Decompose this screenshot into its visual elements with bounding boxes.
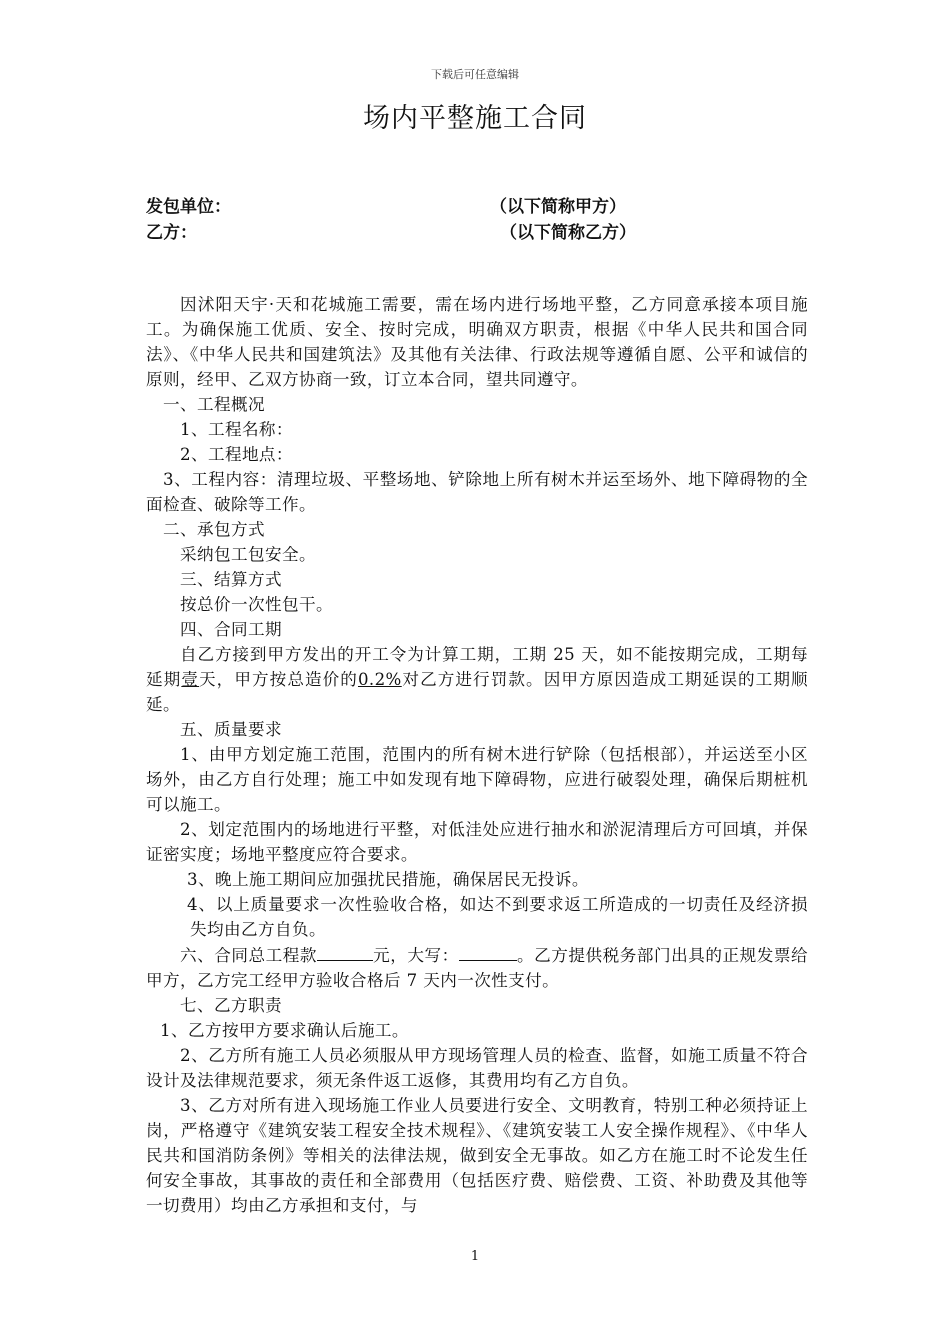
party-a-note: （以下简称甲方） [490, 197, 626, 217]
party-b-label: 乙方： [146, 223, 197, 243]
section-2-text: 采纳包工包安全。 [180, 545, 316, 564]
section-7-item-3: 3、乙方对所有进入现场施工作业人员要进行安全、文明教育，特别工种必须持证上岗，严格遵守《建筑安装工程安全技术规程》、《建筑安装工人安全操作规程》、《中华人民共和国消防条例》等相关的法律法规，做到安全无事故。如乙方在施工时不论发生任何安全事故，其事故的责任和全部费用（包括医疗费、赔偿费、工资、补助费及其他等一切费用）均由乙方承担和支付，与 [146, 1096, 808, 1215]
section-5-item-3: 3、晚上施工期间应加强扰民措施，确保居民无投诉。 [187, 870, 589, 889]
section-6-text [146, 942, 808, 993]
section-1-item-1: 1、工程名称： [180, 420, 293, 439]
contract-body [146, 292, 808, 1218]
delay-days: 壹 [181, 670, 199, 689]
section-5-item-2: 2、划定范围内的场地进行平整，对低洼处应进行抽水和淤泥清理后方可回填，并保证密实度；场地平整度应符合要求。 [146, 820, 808, 864]
section-4-text-b: 天，甲方按总造价的 [199, 670, 358, 689]
section-5-item-4: 4、以上质量要求一次性验收合格，如达不到要求返工所造成的一切责任及经济损失均由乙方自负。 [187, 895, 808, 939]
section-7-item-2: 2、乙方所有施工人员必须服从甲方现场管理人员的检查、监督，如施工质量不符合设计及法律规范要求，须无条件返工返修，其费用均有乙方自负。 [146, 1046, 808, 1090]
section-5-item-1: 1、由甲方划定施工范围，范围内的所有树木进行铲除（包括根部），并运送至小区场外，由乙方自行处理；施工中如发现有地下障碍物，应进行破裂处理，确保后期桩机可以施工。 [146, 745, 808, 814]
amount-in-words-blank [459, 942, 517, 961]
section-1-heading: 一、工程概况 [163, 395, 265, 414]
party-b-note: （以下简称乙方） [500, 223, 636, 243]
section-5-heading: 五、质量要求 [180, 720, 282, 739]
section-6-text-b: 元，大写： [373, 946, 459, 965]
header-note: 下载后可任意编辑 [431, 68, 519, 81]
total-amount-blank [317, 942, 373, 961]
party-a-label: 发包单位： [146, 197, 231, 217]
section-7-item-1: 1、乙方按甲方要求确认后施工。 [160, 1021, 409, 1040]
page-number: 1 [470, 1249, 480, 1264]
page-title: 场内平整施工合同 [363, 103, 587, 134]
section-4-text-a: 自乙方接到甲方发出的开工令为计算工期，工期 25 天，如不能按期完成，工期每延期 [146, 645, 808, 689]
section-3-text: 按总价一次性包干。 [180, 595, 333, 614]
section-3-heading: 三、结算方式 [180, 570, 282, 589]
penalty-rate: 0.2% [357, 670, 402, 689]
section-6-text-a: 六、合同总工程款 [180, 946, 318, 965]
section-1-item-2: 2、工程地点： [180, 445, 293, 464]
section-4-text-c: 对乙方进行罚款。因甲方原因造成工期延误的工期顺延。 [146, 670, 808, 714]
section-2-heading: 二、承包方式 [163, 520, 265, 539]
section-7-heading: 七、乙方职责 [180, 996, 282, 1015]
section-4-text [146, 642, 808, 717]
section-6-text-c: 。乙方提供税务部门出具的正规发票给甲方，乙方完工经甲方验收合格后 7 天内一次性支付。 [146, 946, 808, 990]
section-1-item-3: 3、工程内容：清理垃圾、平整场地、铲除地上所有树木并运至场外、地下障碍物的全面检查、破除等工作。 [146, 470, 808, 514]
intro-paragraph: 因沭阳天宇·天和花城施工需要，需在场内进行场地平整，乙方同意承接本项目施工。为确保施工优质、安全、按时完成，明确双方职责，根据《中华人民共和国合同法》、《中华人民共和国建筑法》及其他有关法律、行政法规等遵循自愿、公平和诚信的原则，经甲、乙双方协商一致，订立本合同，望共同遵守。 [146, 295, 808, 389]
section-4-heading: 四、合同工期 [180, 620, 282, 639]
